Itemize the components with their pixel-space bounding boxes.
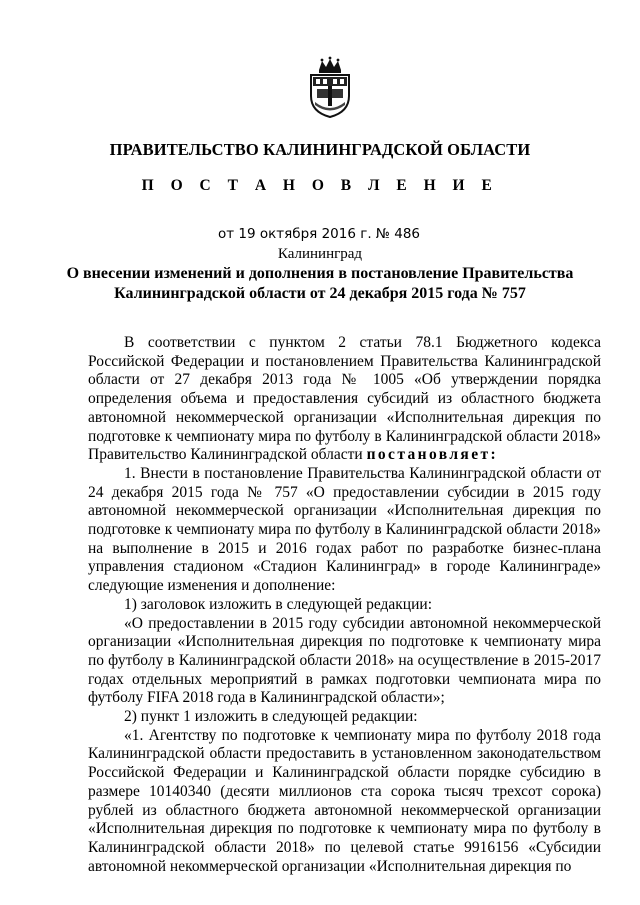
subitem-1-paragraph: 1) заголовок изложить в следующей редакции: [124,595,432,613]
document-type: П О С Т А Н О В Л Е Н И Е [141,177,499,194]
decree-word: постановляет: [366,446,499,464]
city-name: Калининград [277,246,363,262]
document-body [88,334,601,876]
item-1-paragraph: 1. Внести в постановление Правительства Калининградской области от 24 декабря 2015 года № 757 «О предоставлении субсидии в 2015 году автономной некоммерческой организации «Исполнительная дирекция по подготовке к чемпионату мира по футболу в Калининградской области 2018» на выполнение в 2015 и 2016 годах работ по разработке бизнес-плана управления стадионом «Стадион Калининград» в городе Калининграде» следующие изменения и дополнение: [88,464,601,595]
subitem-2-paragraph: 2) пункт 1 изложить в следующей редакции: [124,708,418,726]
preamble-paragraph [88,334,601,465]
quote-1-paragraph: «О предоставлении в 2015 году субсидии автономной некоммерческой организации «Исполнительная дирекция по подготовке к чемпионату мира по футболу в Калининградской области 2018» на осуществление в 2015-2017 годах отдельных мероприятий в рамках подготовки чемпионата мира по футболу FIFA 2018 года в Калининградской области»; [88,614,601,707]
preamble-text: В соответствии с пунктом 2 статьи 78.1 Бюджетного кодекса Российской Федерации и постановлением Правительства Калининградской области от 27 декабря 2013 года № 1005 «Об утверждении порядка определения объема и предоставления субсидий из областного бюджета автономной некоммерческой организации «Исполнительная дирекция по подготовке к чемпионату мира по футболу в Калининградской области 2018» Правительство Калининградской области [88,334,601,464]
organization-title: ПРАВИТЕЛЬСТВО КАЛИНИНГРАДСКОЙ ОБЛАСТИ [109,140,531,159]
subject-line-1: О внесении изменений и дополнения в постановление Правительства [66,265,574,282]
document-subject [0,264,640,304]
subject-line-2: Калининградской области от 24 декабря 2015 года № 757 [114,285,526,302]
coat-of-arms-emblem [307,56,353,118]
date-number-line: от 19 октября 2016 г. № 486 [218,226,421,242]
quote-2-paragraph: «1. Агентству по подготовке к чемпионату мира по футболу 2018 года Калининградской области предоставить в установленном законодательством Российской Федерации и Калининградской области порядке субсидию в размере 10140340 (десяти миллионов ста сорока тысяч трехсот сорока) рублей из областного бюджета автономной некоммерческой организации «Исполнительная дирекция по подготовке к чемпионату мира по футболу в Калининградской области 2018» по целевой статье 9916156 «Субсидии автономной некоммерческой организации «Исполнительная дирекция по [88,726,601,875]
